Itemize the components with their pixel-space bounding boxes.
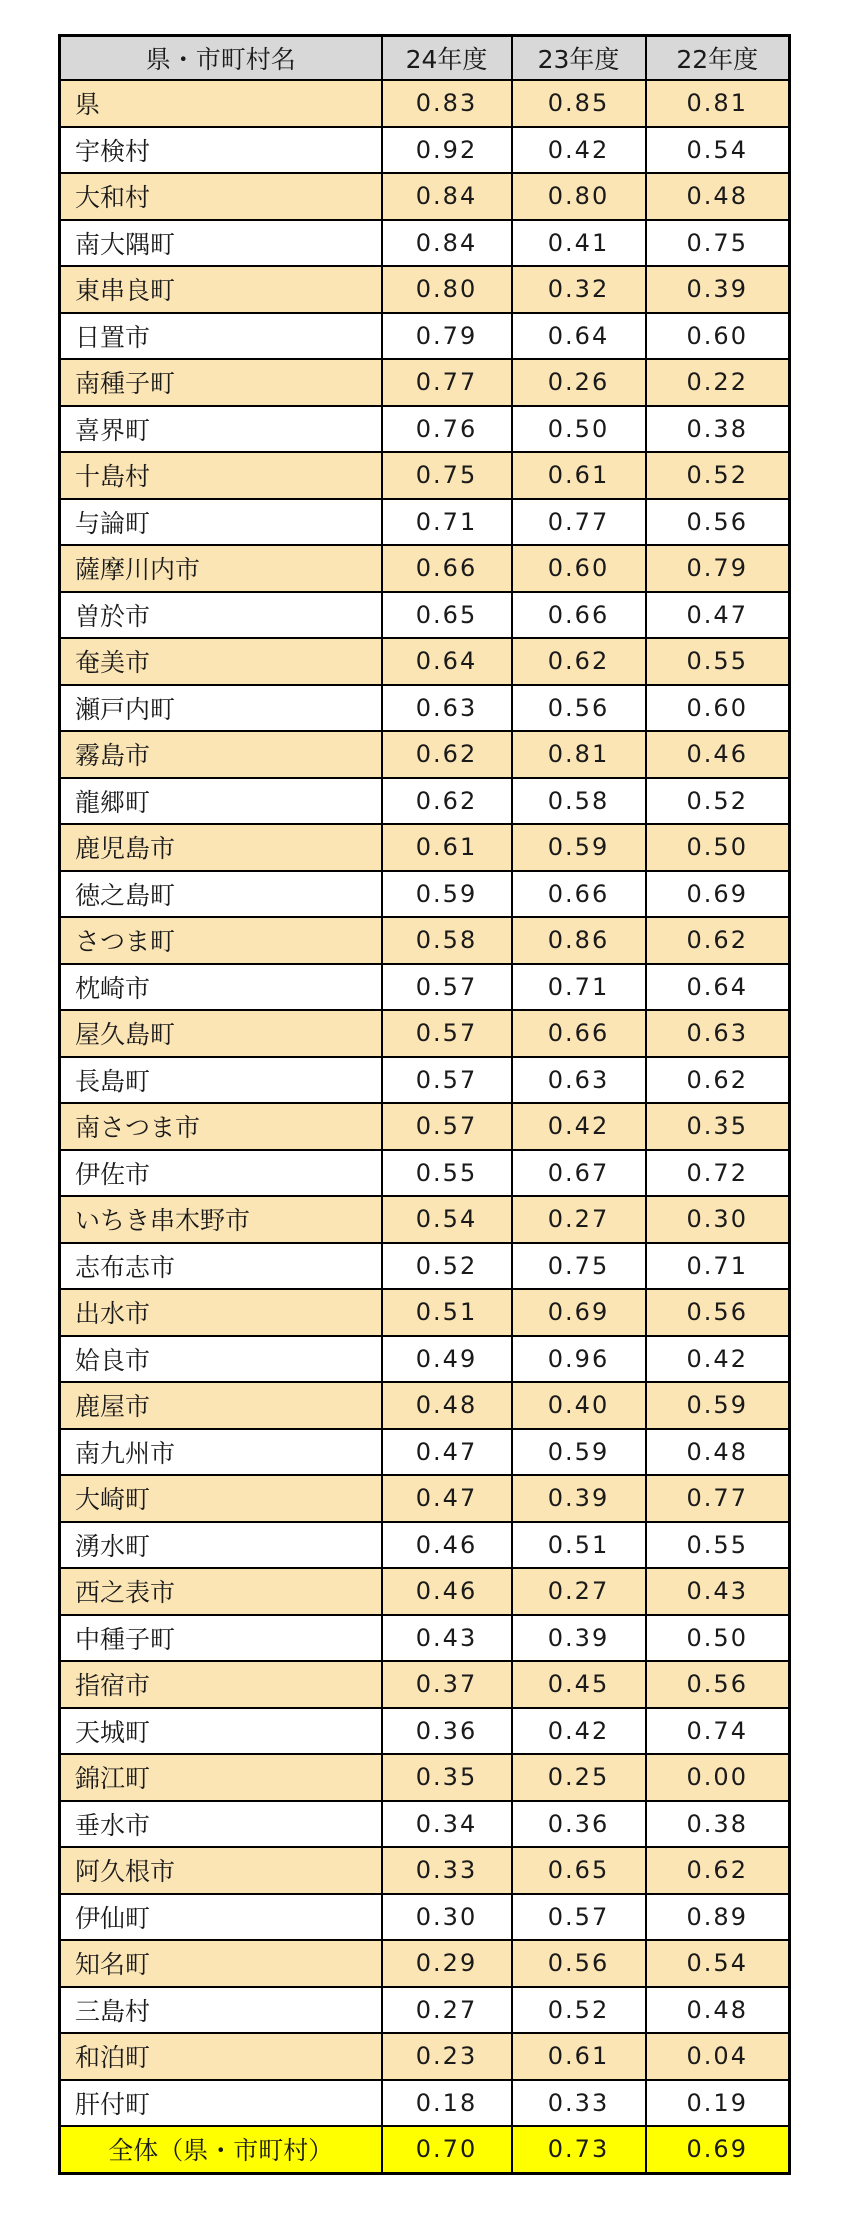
value-cell-fy23: 0.26 [512, 359, 646, 406]
value-cell-fy22: 0.79 [646, 545, 790, 592]
value-cell-fy24: 0.83 [382, 80, 512, 127]
header-municipality-name: 県・市町村名 [60, 36, 382, 81]
value-cell-fy24: 0.57 [382, 964, 512, 1011]
value-cell-fy23: 0.36 [512, 1801, 646, 1848]
value-cell-fy22: 0.89 [646, 1894, 790, 1941]
value-cell-fy24: 0.54 [382, 1196, 512, 1243]
value-cell-fy23: 0.45 [512, 1661, 646, 1708]
total-row-value-fy23: 0.73 [512, 2126, 646, 2173]
value-cell-fy22: 0.60 [646, 313, 790, 360]
value-cell-fy24: 0.64 [382, 638, 512, 685]
municipality-name-cell: 中種子町 [60, 1615, 382, 1662]
table-row [60, 1801, 790, 1848]
value-cell-fy24: 0.27 [382, 1987, 512, 2034]
value-cell-fy24: 0.47 [382, 1429, 512, 1476]
value-cell-fy22: 0.62 [646, 1847, 790, 1894]
municipality-name-cell: 大和村 [60, 173, 382, 220]
value-cell-fy22: 0.00 [646, 1754, 790, 1801]
value-cell-fy23: 0.27 [512, 1196, 646, 1243]
municipality-name-cell: 長島町 [60, 1057, 382, 1104]
value-cell-fy22: 0.75 [646, 220, 790, 267]
value-cell-fy24: 0.84 [382, 173, 512, 220]
value-cell-fy22: 0.48 [646, 1429, 790, 1476]
table-row [60, 731, 790, 778]
table-row [60, 127, 790, 174]
value-cell-fy22: 0.62 [646, 1057, 790, 1104]
table-row [60, 1010, 790, 1057]
table-row [60, 173, 790, 220]
value-cell-fy22: 0.39 [646, 266, 790, 313]
value-cell-fy24: 0.29 [382, 1940, 512, 1987]
value-cell-fy22: 0.46 [646, 731, 790, 778]
municipality-name-cell: 錦江町 [60, 1754, 382, 1801]
value-cell-fy23: 0.32 [512, 266, 646, 313]
municipality-name-cell: いちき串木野市 [60, 1196, 382, 1243]
municipality-name-cell: 伊佐市 [60, 1150, 382, 1197]
value-cell-fy23: 0.61 [512, 2033, 646, 2080]
value-cell-fy22: 0.43 [646, 1568, 790, 1615]
table-row [60, 1382, 790, 1429]
value-cell-fy24: 0.77 [382, 359, 512, 406]
value-cell-fy22: 0.48 [646, 1987, 790, 2034]
value-cell-fy23: 0.65 [512, 1847, 646, 1894]
value-cell-fy22: 0.71 [646, 1243, 790, 1290]
value-cell-fy23: 0.40 [512, 1382, 646, 1429]
municipality-name-cell: 南さつま市 [60, 1103, 382, 1150]
value-cell-fy24: 0.57 [382, 1057, 512, 1104]
value-cell-fy22: 0.35 [646, 1103, 790, 1150]
value-cell-fy23: 0.80 [512, 173, 646, 220]
table-row [60, 1196, 790, 1243]
municipality-name-cell: 西之表市 [60, 1568, 382, 1615]
municipality-name-cell: 南種子町 [60, 359, 382, 406]
table-row [60, 871, 790, 918]
value-cell-fy24: 0.63 [382, 685, 512, 732]
table-row [60, 80, 790, 127]
table-row [60, 1150, 790, 1197]
value-cell-fy22: 0.56 [646, 499, 790, 546]
value-cell-fy22: 0.30 [646, 1196, 790, 1243]
table-row [60, 824, 790, 871]
municipality-name-cell: 大崎町 [60, 1475, 382, 1522]
table-row [60, 638, 790, 685]
value-cell-fy24: 0.46 [382, 1522, 512, 1569]
value-cell-fy23: 0.85 [512, 80, 646, 127]
value-cell-fy23: 0.60 [512, 545, 646, 592]
value-cell-fy22: 0.19 [646, 2080, 790, 2127]
table-row [60, 359, 790, 406]
value-cell-fy22: 0.62 [646, 917, 790, 964]
value-cell-fy24: 0.71 [382, 499, 512, 546]
table-row [60, 266, 790, 313]
municipality-name-cell: 阿久根市 [60, 1847, 382, 1894]
value-cell-fy23: 0.64 [512, 313, 646, 360]
table-row [60, 452, 790, 499]
municipality-name-cell: 鹿児島市 [60, 824, 382, 871]
value-cell-fy24: 0.62 [382, 731, 512, 778]
table-row [60, 1708, 790, 1755]
table-row [60, 685, 790, 732]
table-row [60, 1754, 790, 1801]
value-cell-fy22: 0.47 [646, 592, 790, 639]
value-cell-fy24: 0.59 [382, 871, 512, 918]
header-fy22: 22年度 [646, 36, 790, 81]
value-cell-fy24: 0.49 [382, 1336, 512, 1383]
value-cell-fy22: 0.81 [646, 80, 790, 127]
value-cell-fy23: 0.42 [512, 127, 646, 174]
value-cell-fy22: 0.55 [646, 638, 790, 685]
table-row [60, 964, 790, 1011]
value-cell-fy23: 0.59 [512, 824, 646, 871]
value-cell-fy22: 0.77 [646, 1475, 790, 1522]
value-cell-fy23: 0.77 [512, 499, 646, 546]
municipality-name-cell: 薩摩川内市 [60, 545, 382, 592]
table-row [60, 1661, 790, 1708]
value-cell-fy23: 0.96 [512, 1336, 646, 1383]
value-cell-fy22: 0.52 [646, 452, 790, 499]
value-cell-fy24: 0.57 [382, 1010, 512, 1057]
value-cell-fy23: 0.66 [512, 871, 646, 918]
table-row [60, 313, 790, 360]
value-cell-fy24: 0.51 [382, 1289, 512, 1336]
value-cell-fy22: 0.64 [646, 964, 790, 1011]
municipality-name-cell: 三島村 [60, 1987, 382, 2034]
total-row-value-fy24: 0.70 [382, 2126, 512, 2173]
table-row [60, 545, 790, 592]
value-cell-fy24: 0.79 [382, 313, 512, 360]
municipality-name-cell: 志布志市 [60, 1243, 382, 1290]
value-cell-fy24: 0.61 [382, 824, 512, 871]
table-row [60, 1475, 790, 1522]
value-cell-fy22: 0.38 [646, 1801, 790, 1848]
municipality-name-cell: 肝付町 [60, 2080, 382, 2127]
table-row [60, 1243, 790, 1290]
value-cell-fy23: 0.81 [512, 731, 646, 778]
value-cell-fy22: 0.54 [646, 1940, 790, 1987]
value-cell-fy24: 0.30 [382, 1894, 512, 1941]
municipality-name-cell: 喜界町 [60, 406, 382, 453]
value-cell-fy22: 0.56 [646, 1661, 790, 1708]
value-cell-fy23: 0.59 [512, 1429, 646, 1476]
value-cell-fy23: 0.66 [512, 592, 646, 639]
table-row [60, 1429, 790, 1476]
table-row [60, 406, 790, 453]
value-cell-fy24: 0.76 [382, 406, 512, 453]
value-cell-fy24: 0.92 [382, 127, 512, 174]
municipality-name-cell: さつま町 [60, 917, 382, 964]
value-cell-fy22: 0.74 [646, 1708, 790, 1755]
table-row [60, 1057, 790, 1104]
value-cell-fy22: 0.42 [646, 1336, 790, 1383]
value-cell-fy23: 0.75 [512, 1243, 646, 1290]
municipality-name-cell: 鹿屋市 [60, 1382, 382, 1429]
header-row [60, 36, 790, 81]
municipality-name-cell: 奄美市 [60, 638, 382, 685]
value-cell-fy22: 0.69 [646, 871, 790, 918]
total-row-name: 全体（県・市町村） [60, 2126, 382, 2173]
value-cell-fy24: 0.34 [382, 1801, 512, 1848]
value-cell-fy24: 0.65 [382, 592, 512, 639]
value-cell-fy23: 0.61 [512, 452, 646, 499]
municipality-name-cell: 天城町 [60, 1708, 382, 1755]
value-cell-fy24: 0.35 [382, 1754, 512, 1801]
value-cell-fy24: 0.75 [382, 452, 512, 499]
value-cell-fy24: 0.48 [382, 1382, 512, 1429]
value-cell-fy22: 0.48 [646, 173, 790, 220]
value-cell-fy23: 0.42 [512, 1103, 646, 1150]
municipality-name-cell: 曽於市 [60, 592, 382, 639]
header-fy23: 23年度 [512, 36, 646, 81]
table-row [60, 1103, 790, 1150]
municipality-name-cell: 県 [60, 80, 382, 127]
value-cell-fy23: 0.86 [512, 917, 646, 964]
municipality-name-cell: 徳之島町 [60, 871, 382, 918]
value-cell-fy24: 0.52 [382, 1243, 512, 1290]
table-row [60, 2080, 790, 2127]
value-cell-fy23: 0.62 [512, 638, 646, 685]
table-row [60, 1987, 790, 2034]
municipality-name-cell: 枕崎市 [60, 964, 382, 1011]
municipality-name-cell: 姶良市 [60, 1336, 382, 1383]
value-cell-fy22: 0.63 [646, 1010, 790, 1057]
municipality-name-cell: 屋久島町 [60, 1010, 382, 1057]
value-cell-fy24: 0.33 [382, 1847, 512, 1894]
municipality-name-cell: 南九州市 [60, 1429, 382, 1476]
table-row [60, 778, 790, 825]
value-cell-fy24: 0.58 [382, 917, 512, 964]
value-cell-fy23: 0.56 [512, 685, 646, 732]
municipality-name-cell: 指宿市 [60, 1661, 382, 1708]
municipal-fiscal-table [58, 34, 791, 2175]
value-cell-fy24: 0.18 [382, 2080, 512, 2127]
value-cell-fy24: 0.47 [382, 1475, 512, 1522]
value-cell-fy24: 0.84 [382, 220, 512, 267]
value-cell-fy24: 0.46 [382, 1568, 512, 1615]
total-row [60, 2126, 790, 2173]
value-cell-fy22: 0.04 [646, 2033, 790, 2080]
municipality-name-cell: 龍郷町 [60, 778, 382, 825]
municipality-name-cell: 十島村 [60, 452, 382, 499]
value-cell-fy22: 0.56 [646, 1289, 790, 1336]
value-cell-fy24: 0.66 [382, 545, 512, 592]
value-cell-fy23: 0.63 [512, 1057, 646, 1104]
value-cell-fy23: 0.50 [512, 406, 646, 453]
value-cell-fy24: 0.23 [382, 2033, 512, 2080]
value-cell-fy23: 0.71 [512, 964, 646, 1011]
value-cell-fy23: 0.52 [512, 1987, 646, 2034]
value-cell-fy23: 0.57 [512, 1894, 646, 1941]
table-row [60, 220, 790, 267]
table-row [60, 1336, 790, 1383]
value-cell-fy22: 0.55 [646, 1522, 790, 1569]
value-cell-fy23: 0.51 [512, 1522, 646, 1569]
value-cell-fy24: 0.36 [382, 1708, 512, 1755]
municipality-name-cell: 知名町 [60, 1940, 382, 1987]
table-row [60, 1894, 790, 1941]
value-cell-fy23: 0.33 [512, 2080, 646, 2127]
value-cell-fy22: 0.22 [646, 359, 790, 406]
municipality-name-cell: 与論町 [60, 499, 382, 546]
table-row [60, 499, 790, 546]
value-cell-fy22: 0.38 [646, 406, 790, 453]
value-cell-fy22: 0.50 [646, 824, 790, 871]
municipality-name-cell: 和泊町 [60, 2033, 382, 2080]
value-cell-fy23: 0.39 [512, 1475, 646, 1522]
value-cell-fy22: 0.59 [646, 1382, 790, 1429]
municipality-name-cell: 宇検村 [60, 127, 382, 174]
municipality-name-cell: 東串良町 [60, 266, 382, 313]
table-row [60, 917, 790, 964]
value-cell-fy24: 0.80 [382, 266, 512, 313]
header-fy24: 24年度 [382, 36, 512, 81]
value-cell-fy23: 0.56 [512, 1940, 646, 1987]
municipality-name-cell: 湧水町 [60, 1522, 382, 1569]
value-cell-fy23: 0.66 [512, 1010, 646, 1057]
value-cell-fy24: 0.57 [382, 1103, 512, 1150]
value-cell-fy23: 0.67 [512, 1150, 646, 1197]
table-body [60, 80, 790, 2126]
table-row [60, 1847, 790, 1894]
value-cell-fy23: 0.25 [512, 1754, 646, 1801]
table-row [60, 1940, 790, 1987]
municipality-name-cell: 伊仙町 [60, 1894, 382, 1941]
municipality-name-cell: 出水市 [60, 1289, 382, 1336]
value-cell-fy24: 0.62 [382, 778, 512, 825]
municipality-name-cell: 霧島市 [60, 731, 382, 778]
value-cell-fy24: 0.55 [382, 1150, 512, 1197]
value-cell-fy22: 0.50 [646, 1615, 790, 1662]
value-cell-fy24: 0.37 [382, 1661, 512, 1708]
municipality-name-cell: 垂水市 [60, 1801, 382, 1848]
value-cell-fy22: 0.52 [646, 778, 790, 825]
value-cell-fy23: 0.42 [512, 1708, 646, 1755]
value-cell-fy23: 0.58 [512, 778, 646, 825]
value-cell-fy23: 0.69 [512, 1289, 646, 1336]
table-row [60, 2033, 790, 2080]
value-cell-fy23: 0.27 [512, 1568, 646, 1615]
total-row-value-fy22: 0.69 [646, 2126, 790, 2173]
value-cell-fy23: 0.41 [512, 220, 646, 267]
table-row [60, 1568, 790, 1615]
municipality-name-cell: 日置市 [60, 313, 382, 360]
table-row [60, 1615, 790, 1662]
value-cell-fy22: 0.54 [646, 127, 790, 174]
table-row [60, 1522, 790, 1569]
municipality-name-cell: 南大隅町 [60, 220, 382, 267]
municipality-name-cell: 瀬戸内町 [60, 685, 382, 732]
table-row [60, 592, 790, 639]
value-cell-fy22: 0.72 [646, 1150, 790, 1197]
table-row [60, 1289, 790, 1336]
value-cell-fy22: 0.60 [646, 685, 790, 732]
value-cell-fy24: 0.43 [382, 1615, 512, 1662]
value-cell-fy23: 0.39 [512, 1615, 646, 1662]
